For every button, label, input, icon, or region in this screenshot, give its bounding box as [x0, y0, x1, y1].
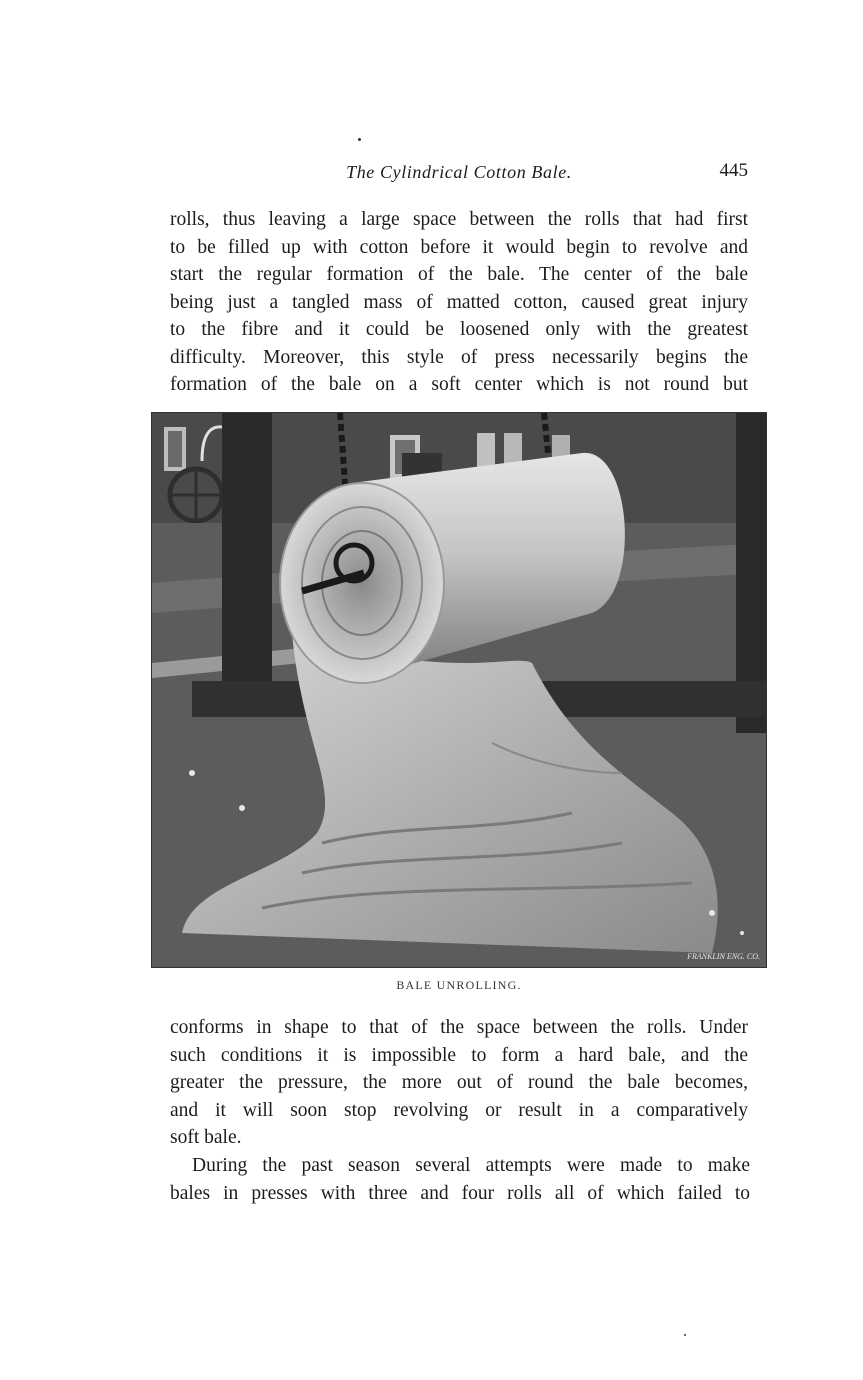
text-line: to be filled up with cotton before it would begin to revolve and [170, 236, 748, 258]
ink-speck [684, 1334, 686, 1336]
text-line: to the fibre and it could be loosened only with the greatest [170, 319, 748, 340]
paragraph-bottom-1 [170, 1014, 748, 1152]
text-line: soft bale. [170, 1127, 242, 1148]
text-line: formation of the bale on a soft center which is not round but [170, 374, 748, 395]
figure-caption: BALE UNROLLING. [396, 978, 522, 992]
text-line: conforms in shape to that of the space between the rolls. Under [170, 1017, 748, 1038]
running-head [170, 160, 748, 188]
text-line: and it will soon stop revolving or result in a comparatively [170, 1099, 748, 1121]
text-line: rolls, thus leaving a large space between the rolls that had first [170, 209, 748, 230]
ink-speck [358, 138, 361, 141]
page-number: 445 [719, 160, 748, 181]
text-line: such conditions it is impossible to form a hard bale, and the [170, 1044, 748, 1066]
running-title: The Cylindrical Cotton Bale. [346, 162, 572, 182]
bale-illustration [152, 413, 766, 967]
engraver-mark: FRANKLIN ENG. CO. [687, 952, 760, 961]
bale-photograph [151, 412, 767, 968]
text-line: start the regular formation of the bale. The center of the bale [170, 264, 748, 285]
text-line: bales in presses with three and four rolls all of which failed to [170, 1182, 750, 1204]
text-line: difficulty. Moreover, this style of press necessarily begins the [170, 346, 748, 368]
paragraph-bottom-2 [170, 1152, 750, 1207]
paragraph-top [170, 206, 748, 399]
text-line: greater the pressure, the more out of round the bale becomes, [170, 1072, 748, 1093]
text-line: being just a tangled mass of matted cotton, caused great injury [170, 291, 748, 313]
text-line: During the past season several attempts were made to make [192, 1155, 750, 1176]
